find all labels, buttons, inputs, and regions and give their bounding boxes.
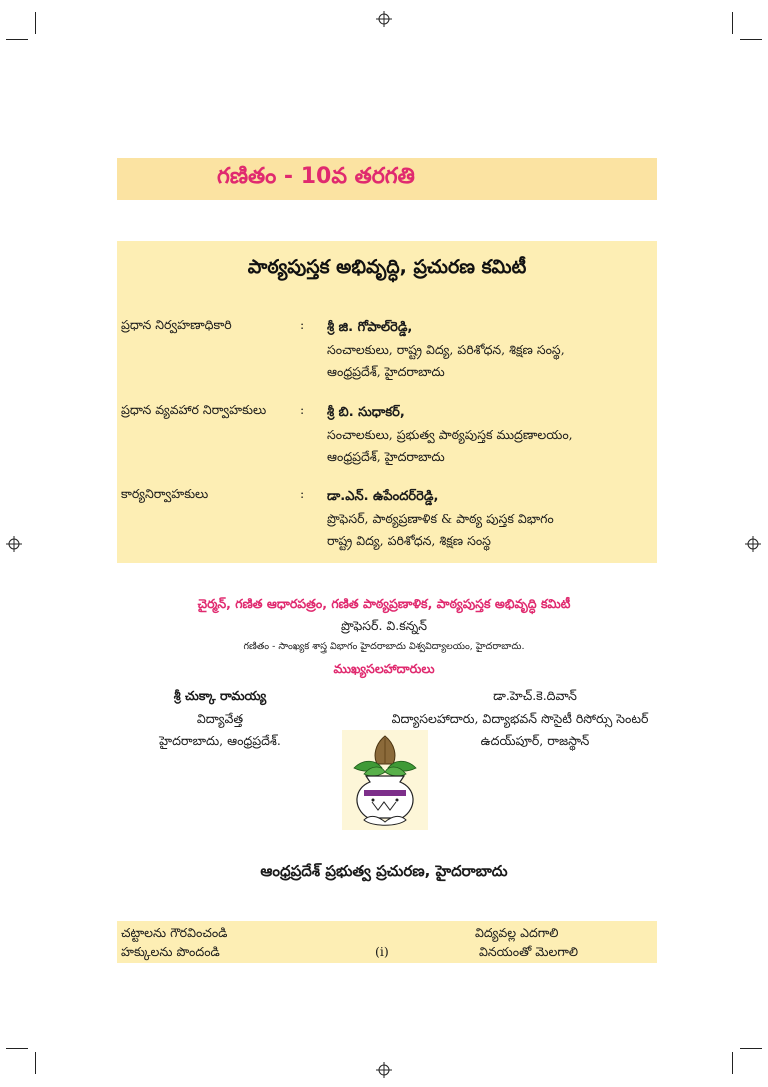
member-role: కార్యనిర్వాహకులు	[121, 486, 209, 501]
registration-mark-icon	[376, 11, 392, 27]
registration-mark-icon	[6, 536, 22, 552]
member-role: ప్రధాన నిర్వహణాధికారి	[121, 317, 232, 332]
advisor-left-name: శ్రీ చుక్కా రామయ్య	[173, 688, 267, 703]
page-number: (i)	[375, 944, 389, 959]
colon: :	[300, 486, 305, 501]
crop-mark	[732, 1052, 733, 1074]
title-band	[117, 158, 657, 200]
footer-motto-right-2: వినయంతో మెలగాలి	[479, 944, 579, 959]
member-place: రాష్ట్ర విద్య, పరిశోధన, శిక్షణ సంస్థ	[327, 533, 491, 548]
chairman-affiliation: గణితం - సాంఖ్యక శాస్త్ర విభాగం హైదరాబాదు విశ్వవిద్యాలయం, హైదరాబాదు.	[243, 641, 525, 652]
member-name: శ్రీ జి. గోపాల్‌రెడ్డి,	[327, 320, 413, 335]
member-place: ఆంధ్రప్రదేశ్, హైదరాబాదు	[327, 364, 445, 379]
committee-heading: పాఠ్యపుస్తక అభివృద్ధి, ప్రచురణ కమిటీ	[247, 256, 527, 278]
publisher-line: ఆంధ్రప్రదేశ్ ప్రభుత్వ ప్రచురణ, హైదరాబాదు	[260, 862, 508, 880]
member-designation: సంచాలకులు, రాష్ట్ర విద్య, పరిశోధన, శిక్షణ సంస్థ,	[327, 342, 565, 357]
chairman-heading: చైర్మన్, గణిత ఆధారపత్రం, గణిత పాఠ్యప్రణాళిక, పాఠ్యపుస్తక అభివృద్ధి కమిటీ	[197, 596, 571, 611]
advisor-right-name: డా.హెచ్.కె.దివాన్	[493, 688, 577, 703]
crop-mark	[740, 39, 762, 40]
member-name: డా.ఎన్. ఉపేందర్‌రెడ్డి,	[327, 489, 439, 504]
crop-mark	[6, 1048, 28, 1049]
member-place: ఆంధ్రప్రదేశ్, హైదరాబాదు	[327, 449, 445, 464]
footer-motto-right-1: విద్యవల్ల ఎదగాలి	[475, 925, 559, 940]
advisor-right-place: ఉదయ్‌పూర్, రాజస్థాన్	[480, 733, 590, 748]
committee-box	[117, 241, 657, 563]
crop-mark	[732, 12, 733, 34]
advisors-heading: ముఖ్యసలహాదారులు	[333, 661, 435, 676]
footer-motto-left-2: హక్కులను పొందండి	[121, 944, 220, 959]
chairman-name: ప్రొఫెసర్. వి.కన్నన్	[340, 618, 428, 633]
page-title: గణితం - 10వ తరగతి	[217, 164, 415, 189]
registration-mark-icon	[376, 1062, 392, 1078]
member-designation: సంచాలకులు, ప్రభుత్వ పాఠ్యపుస్తక ముద్రణాలయం,	[327, 427, 573, 442]
member-name: శ్రీ బి. సుధాకర్,	[327, 405, 405, 420]
colon: :	[300, 317, 305, 332]
crop-mark	[35, 12, 36, 34]
member-role: ప్రధాన వ్యవహార నిర్వాహకులు	[121, 402, 267, 417]
advisor-right-title: విద్యాసలహాదారు, విద్యాభవన్ సొసైటీ రిసోర్సు సెంటర్	[391, 711, 649, 726]
footer-band	[117, 921, 657, 963]
colon: :	[300, 402, 305, 417]
footer-motto-left-1: చట్టాలను గౌరవించండి	[121, 925, 228, 940]
advisor-left-title: విద్యావేత్త	[196, 711, 244, 726]
member-designation: ప్రొఫెసర్, పాఠ్యప్రణాళిక & పాఠ్య పుస్తక విభాగం	[327, 511, 554, 526]
purna-kumbham-emblem-icon	[342, 730, 428, 830]
crop-mark	[740, 1048, 762, 1049]
crop-mark	[6, 39, 28, 40]
registration-mark-icon	[745, 536, 761, 552]
crop-mark	[35, 1052, 36, 1074]
advisor-left-place: హైదరాబాదు, ఆంధ్రప్రదేశ్.	[159, 733, 281, 748]
